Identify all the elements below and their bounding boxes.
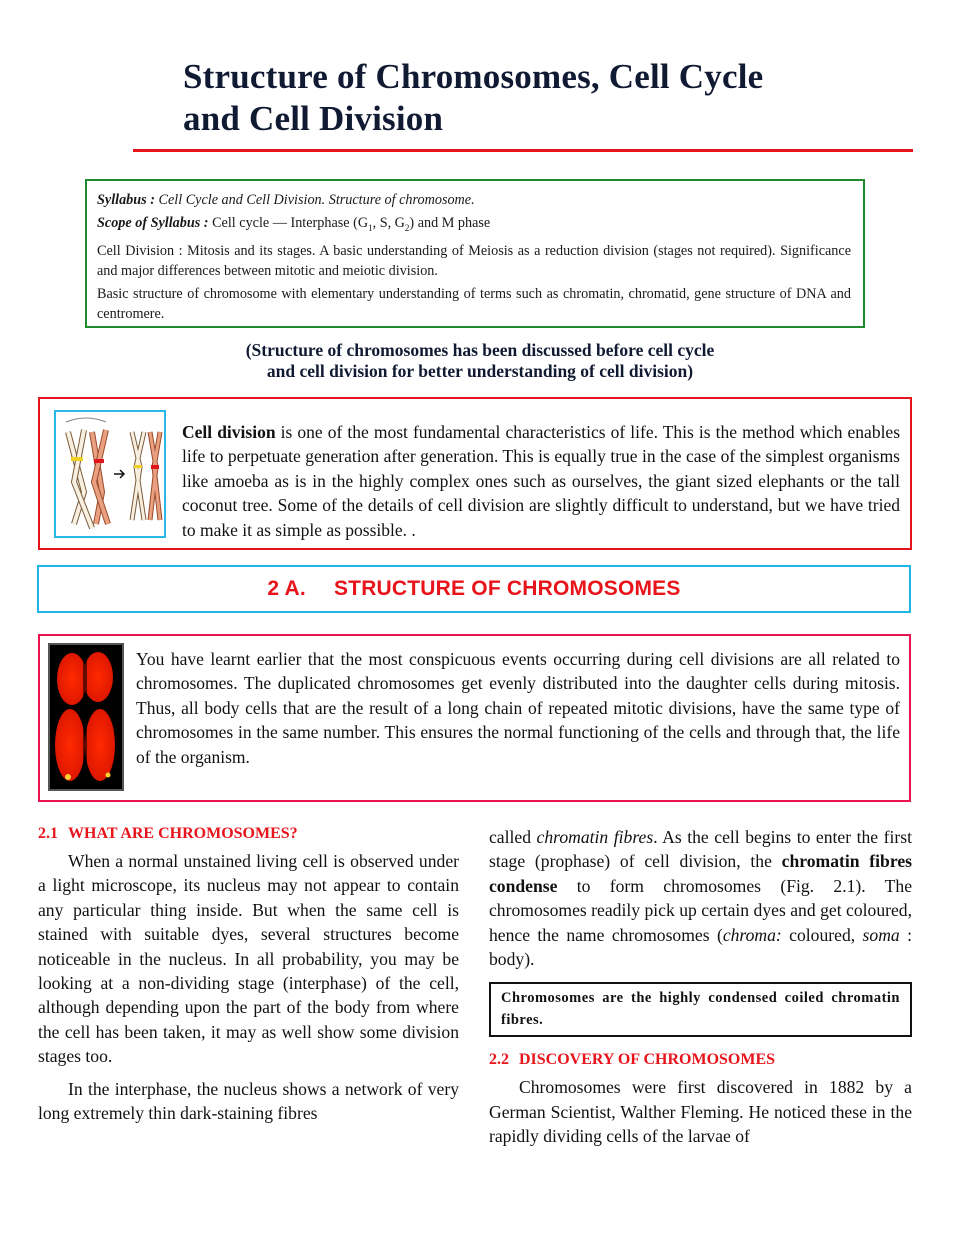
intro-paragraph xyxy=(182,420,900,542)
text-span: coloured, xyxy=(781,924,863,945)
basic-structure-scope: Basic structure of chromosome with elementary understanding of terms such as chromatin, chromatid, gene structure of DNA and centromere. xyxy=(97,285,851,322)
title-divider xyxy=(133,149,913,152)
scope-label: Scope of Syllabus : xyxy=(97,215,209,231)
chromosome-replication-icon xyxy=(54,410,166,538)
scope-sub-2: 2 xyxy=(404,222,410,233)
text-span: : body). xyxy=(489,924,912,970)
section-2-1-number: 2.1 xyxy=(38,825,58,842)
section-2-1-continuation xyxy=(489,825,912,971)
chromosome-intro-paragraph: You have learnt earlier that the most conspicuous events occurring during cell divisions are all related to chromosomes. The duplicated chromosomes get evenly distributed into the daughter cells during mitosis. Thus, all body cells that are the result of a long chain of repeated mitotic divisions, have the same type of chromosomes in the same number. This ensures the normal functioning of the cells and through that, the life of the organism. xyxy=(136,649,900,767)
chapter-title xyxy=(183,56,903,140)
section-2-1-paragraph-2: In the interphase, the nucleus shows a network of very long extremely thin dark-staining fibres xyxy=(38,1078,459,1124)
section-2-1-title: WHAT ARE CHROMOSOMES? xyxy=(68,825,298,842)
text-span: to form chromosomes (Fig. 2.1). The chromosomes readily pick up certain dyes and get coloured, hence the name chromosomes ( xyxy=(489,875,912,945)
ordering-note xyxy=(150,340,810,382)
cell-division-scope: Cell Division : Mitosis and its stages. A basic understanding of Meiosis as a reduction division (stages not required). Significance and major differences between mitotic and meiotic division. xyxy=(97,242,851,279)
text-span: . As the cell begins to enter the first stage (prophase) of cell division, the xyxy=(489,827,912,872)
section-2a-title: STRUCTURE OF CHROMOSOMES xyxy=(333,577,681,600)
syllabus-line xyxy=(97,190,851,210)
term-soma: soma xyxy=(862,924,900,945)
section-2a-banner xyxy=(37,565,911,613)
stained-chromosome-micrograph-icon xyxy=(48,643,124,791)
syllabus-text: Cell Cycle and Cell Division. Structure of chromosome. xyxy=(158,192,475,208)
term-chromatin-fibres: chromatin fibres xyxy=(536,827,654,847)
note-line1: (Structure of chromosomes has been discussed before cell cycle xyxy=(245,340,715,360)
intro-bold-lead: Cell division xyxy=(182,422,276,442)
text-span: called xyxy=(489,827,537,847)
term-chroma: chroma: xyxy=(722,924,782,945)
section-2-2-heading xyxy=(489,1049,912,1071)
intro-text: is one of the most fundamental characteristics of life. This is the method which enables life to perpetuate generation after generation. This is equally true in the case of the simplest organisms like amoeba as is in the highly complex ones such as ourselves, the giant sized elephants or the tall coconut tree. Some of the details of cell division are slightly difficult to understand, but we have tried to make it as simple as possible. . xyxy=(182,422,901,540)
syllabus-box xyxy=(85,179,865,328)
section-2-1-paragraph-1: When a normal unstained living cell is observed under a light microscope, its nucleus may not appear to contain any particular thing inside. But when the same cell is stained with suitable dyes, several structures become noticeable in the nucleus. In all probability, you may be looking at a non-dividing stage (interphase) of the cell, although depending upon the part of the body from where the cell has been taken, it may as well show some division stages too. xyxy=(38,851,459,1067)
scope-text: Cell cycle — Interphase (G xyxy=(212,215,369,231)
right-column xyxy=(489,825,912,1149)
note-line2: and cell division for better understanding of cell division) xyxy=(266,361,694,381)
scope-line xyxy=(97,213,851,238)
section-2-2-number: 2.2 xyxy=(489,1051,509,1069)
syllabus-label: Syllabus : xyxy=(97,192,155,208)
section-2a-number: 2 A. xyxy=(267,577,306,600)
scope-text-mid: , S, G xyxy=(372,215,405,231)
scope-sub-1: 1 xyxy=(368,222,373,233)
chromosome-definition-box: Chromosomes are the highly condensed coiled chromatin fibres. xyxy=(489,982,912,1037)
term-chromatin-condense: chromatin fibres condense xyxy=(489,851,912,896)
section-2-1-heading xyxy=(38,823,459,845)
scope-text-after: ) and M phase xyxy=(409,215,491,231)
chapter-title-line2: and Cell Division xyxy=(183,99,444,138)
chapter-title-line1: Structure of Chromosomes, Cell Cycle xyxy=(183,57,764,96)
section-2-2-paragraph-1: Chromosomes were first discovered in 1882 by a German Scientist, Walther Fleming. He noticed these in the rapidly dividing cells of the larvae of xyxy=(489,1077,912,1147)
section-2-2-title: DISCOVERY OF CHROMOSOMES xyxy=(519,1051,776,1069)
left-column xyxy=(38,823,459,1125)
